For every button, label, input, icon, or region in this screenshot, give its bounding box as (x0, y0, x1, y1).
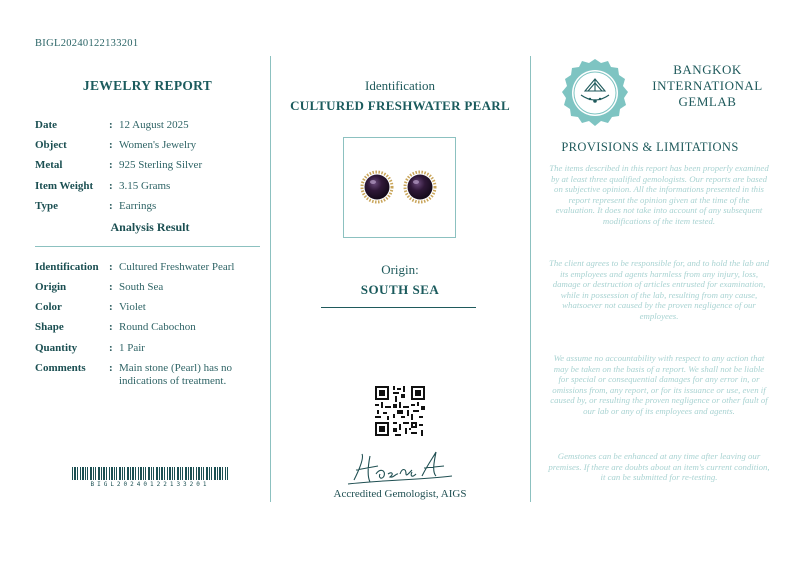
detail-label: Type (35, 200, 59, 212)
analysis-value: Violet (119, 301, 146, 313)
analysis-heading: Analysis Result (110, 220, 190, 234)
earring-right (405, 172, 435, 202)
column-divider-right (530, 56, 531, 502)
origin-label: Origin: (381, 262, 419, 277)
detail-label: Date (35, 119, 57, 131)
analysis-label: Origin (35, 281, 67, 293)
qr-code (375, 386, 425, 436)
section-divider (35, 246, 260, 247)
signature (340, 446, 460, 488)
provisions-paragraph: The client agrees to be responsible for, and to hold the lab and its employees and agents harmless from any injury, loss, damage or destruction of articles entrusted for examination, while in possession of the lab, resulting from any cause, whatsoever not caused by the proven negligence of our employees. (549, 258, 769, 321)
lab-name-line: GEMLAB (678, 94, 737, 109)
detail-label: Object (35, 139, 67, 151)
detail-row-object (35, 139, 275, 152)
identification-value: CULTURED FRESHWATER PEARL (290, 98, 510, 113)
barcode (72, 467, 228, 480)
provisions-paragraph: The items described in this report has been properly examined by at least three qualified gemologists. Our reports are based on subjective opinion. All the informations presented in this report represent the opinion given at the time of the evaluation. It does not take into account of any subsequent modifications of the item tested. (549, 163, 769, 226)
analysis-label: Color (35, 301, 62, 313)
separator: : (109, 119, 113, 131)
analysis-row-comments (35, 362, 275, 388)
detail-value: 925 Sterling Silver (119, 159, 203, 171)
lab-name-line: INTERNATIONAL (652, 78, 763, 93)
separator: : (109, 362, 113, 374)
analysis-label: Comments (35, 362, 86, 374)
detail-value: Women's Jewelry (119, 139, 197, 151)
origin-value: SOUTH SEA (360, 282, 440, 297)
identification-label: Identification (364, 78, 436, 93)
analysis-value: South Sea (119, 281, 164, 293)
analysis-row-color (35, 301, 275, 314)
detail-value: Earrings (119, 200, 157, 212)
analysis-row-shape (35, 321, 275, 334)
analysis-row-origin (35, 281, 275, 294)
report-title: JEWELRY REPORT (82, 78, 213, 93)
analysis-value: 1 Pair (119, 342, 145, 354)
analysis-value: Cultured Freshwater Pearl (119, 261, 235, 273)
separator: : (109, 321, 113, 333)
separator: : (109, 281, 113, 293)
detail-row-type (35, 200, 275, 213)
analysis-label: Identification (35, 261, 99, 273)
barcode-number: BIGL20240122133201 (90, 481, 210, 488)
separator: : (109, 301, 113, 313)
detail-value: 3.15 Grams (119, 180, 171, 192)
separator: : (109, 200, 113, 212)
analysis-row-quantity (35, 342, 275, 355)
provisions-title: PROVISIONS & LIMITATIONS (561, 140, 739, 154)
item-photo (343, 137, 456, 238)
detail-row-weight (35, 180, 275, 193)
provisions-paragraph: We assume no accountability with respect to any action that may be taken on the basis of a report. We shall not be liable for special or consequential damages for any error in, or omissions from, any report, or for its issuance or use, even if caused by, or resulting the proven negligence or other fault of our lab or any of its employees and agents. (550, 353, 768, 416)
separator: : (109, 261, 113, 273)
separator: : (109, 180, 113, 192)
earring-left (362, 172, 392, 202)
pearl-earrings-image (344, 138, 455, 237)
gemologist-title: Accredited Gemologist, AIGS (333, 488, 467, 500)
analysis-value: Round Cabochon (119, 321, 196, 333)
analysis-row-identification (35, 261, 275, 274)
detail-row-date (35, 119, 275, 132)
separator: : (109, 159, 113, 171)
detail-value: 12 August 2025 (119, 119, 189, 131)
lab-seal-logo (559, 57, 631, 129)
analysis-value: Main stone (Pearl) has no indications of treatment. (119, 362, 233, 387)
separator: : (109, 342, 113, 354)
analysis-label: Shape (35, 321, 64, 333)
detail-label: Metal (35, 159, 63, 171)
signature-name: Hashim A (340, 446, 345, 447)
lab-name (640, 62, 775, 110)
detail-label: Item Weight (35, 180, 94, 192)
report-number: BIGL20240122133201 (35, 38, 139, 49)
analysis-label: Quantity (35, 342, 78, 354)
lab-name-line: BANGKOK (673, 62, 742, 77)
separator: : (109, 139, 113, 151)
provisions-paragraph: Gemstones can be enhanced at any time after leaving our premises. If there are doubts about an item's current condition, it can be submitted for re-testing. (548, 451, 770, 483)
detail-row-metal (35, 159, 275, 172)
origin-divider (321, 307, 476, 308)
